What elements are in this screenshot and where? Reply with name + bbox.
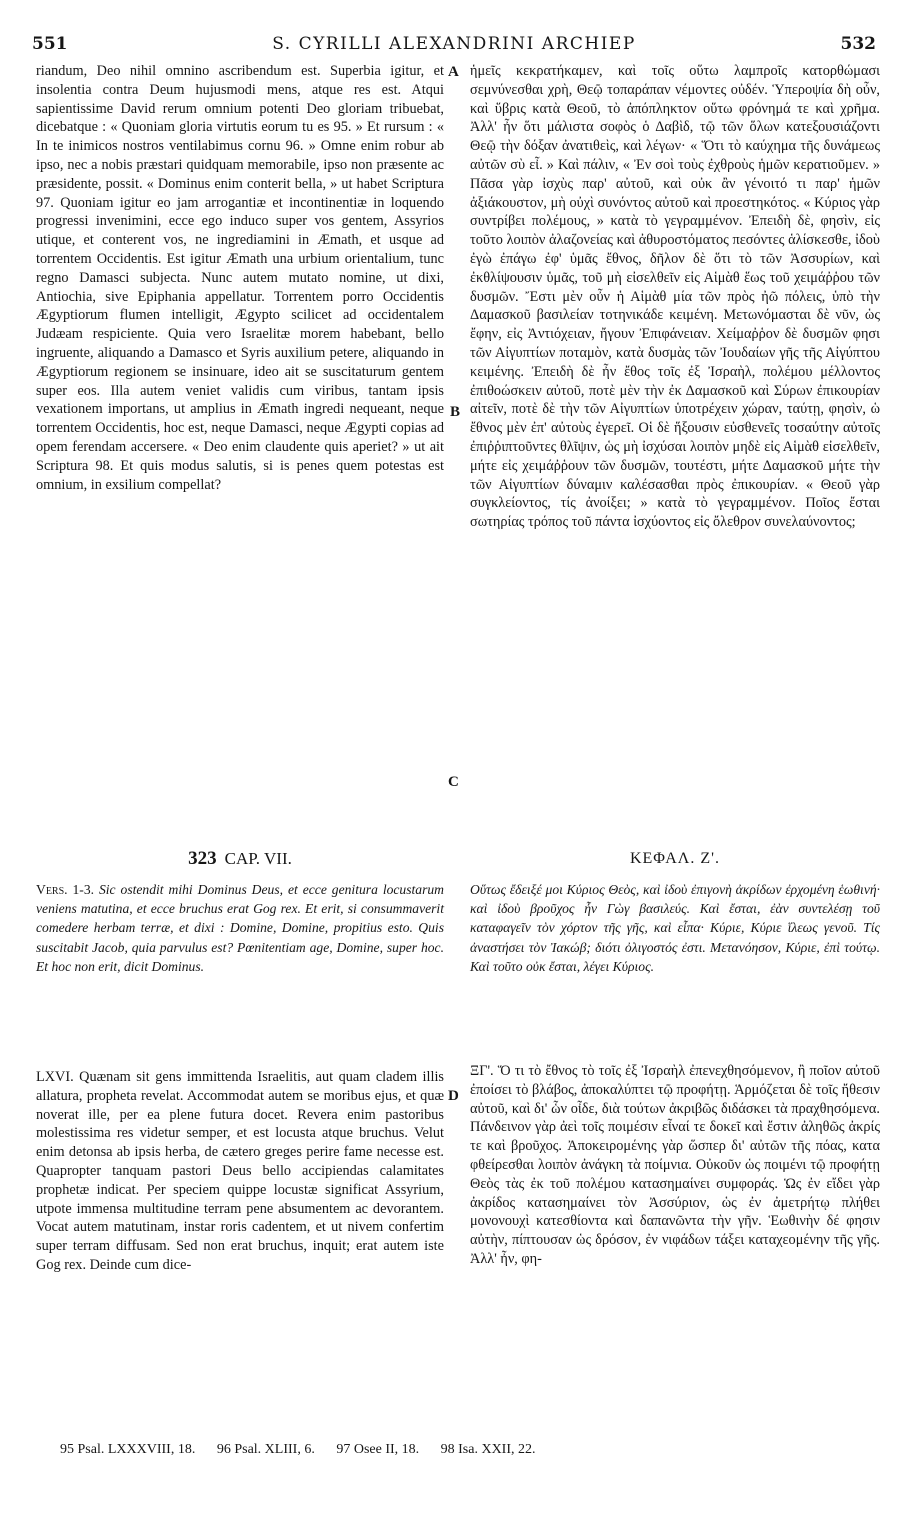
running-title: S. CYRILLI ALEXANDRINI ARCHIEP <box>272 34 636 54</box>
section-marker-c: C <box>448 774 459 790</box>
latin-verse-block <box>36 880 444 1046</box>
latin-chapter-heading <box>36 848 444 870</box>
greek-commentary-upper <box>470 62 880 832</box>
greek-commentary-lower <box>470 1062 880 1440</box>
verse-reference: Vers. 1-3. <box>36 882 95 897</box>
footnote-97: 97 Osee II, 18. <box>336 1442 420 1457</box>
greek-paragraph: ἡμεῖς κεκρατήκαμεν, καὶ τοῖς οὕτω λαμπροῖς κατορθώμασι σεμνύνεσθαι χρὴ, Θεῷ τοπαράπαν νέμοντες οὐδέν. Ὑπεροψία δὴ οὖν, καὶ ὕβρις κατὰ Θεοῦ, τὸ ἀπόπληκτον οὕτω φρόνημά τε καὶ χρῆμα. Ἀλλ' ἦν ὅτι μάλιστα σοφὸς ὁ Δαβὶδ, τῷ τῶν ὅλων κατεξουσιάζοντι Θεῷ τὴν δόξαν ἀνατιθεὶς, καὶ λέγων· « Ὅτι τὸ καύχημα τῆς δυνάμεως αὐτῶν σὺ εἶ. » Καὶ πάλιν, « Ἐν σοὶ τοὺς ἐχθροὺς ἡμῶν κερατιοῦμεν. » Πᾶσα γὰρ ἰσχὺς παρ' αὐτοῦ, καὶ οὐκ ἂν γένοιτό τι παρ' ἡμῶν ἀξιάκουστον, μὴ οὐχὶ συνόντος αὐτοῦ καὶ προεστηκότος. « Κύριος γὰρ συντρίβει πολέμους, » κατὰ τὸ γεγραμμένον. Ἐπειδὴ δὲ, φησὶν, εἰς τοῦτο λοιπὸν ἀλαζονείας καὶ ἀθυροστόματος πεσόντες ἁλίσκεσθε, ἰδοὺ ἐγὼ ἐπάγω ἐφ' ὑμᾶς ἔθνος, δῆλον δὲ ὅτι τὸ τῶν Ἀσσυρίων, καὶ ἐκθλίψουσιν ὑμᾶς, τοῦ μὴ εἰσελθεῖν εἰς Αἱμὰθ ἕως τοῦ χειμάῤῥου τῶν δυσμῶν. Ἔστι μὲν οὖν ἡ Αἱμὰθ μία τῶν πρὸς ἠῶ πόλεις, ὑπὸ τὴν Δαμασκοῦ βασιλείαν τοτηνικάδε κειμένη. Μετωνόμασται δὲ νῦν, ὡς ἔφην, εἰς Ἀντιόχειαν, ἤγουν Ἐπιφάνειαν. Χείμαῤῥον δὲ δυσμῶν φησι τῶν Αἰγυπτίων ποταμὸν, κατὰ δυσμὰς τῶν Ἰουδαίων γῆς τῆς Αἰγύπτου κειμένης. Ἐπειδὴ δὲ ἦν ἔθος τοῖς ἐξ Ἰσραὴλ, πολέμου μέλλοντος ἐπιθοώσκειν αὐτοῦ, ποτὲ μὲν τὴν ἐκ Δαμασκοῦ καὶ Σύρων ἐπικουρίαν αἰτεῖν, ποτὲ δὲ τὴν τῶν Αἰγυπτίων ὑποτρέχειν χώραν, ταύτῃ, φησὶν, ὡ ἔθνος μὲν ἐπ' αὐτοὺς ἐγερεῖ. Οἱ δὲ ἥξουσιν εὐσθενεῖς τοσαύτην αὐτοῖς ἐπιῤῥιπτοῦντες θλῖψιν, ὡς μὴ ἰσχύσαι λοιπὸν μηδὲ εἰς Αἱμὰθ εἰσελθεῖν, μήτε εἰς χειμάῤῥουν τῶν δυσμῶν, τουτέστι, μήτε Δαμασκοῦ μήτε τὴν τῶν Αἰγυπτίων δύναμιν καλέσασθαι πρὸς ἐπικουρίαν. « Θεοῦ γὰρ συγκλείοντος, τίς ἀνοίξει; » κατὰ τὸ γεγραμμένον. Ποῖος ἔσται σωτηρίας τρόπος τοῦ πάντα ἰσχύοντος εἰς ὄλεθρον συνελαύνοντος; <box>470 63 880 531</box>
footnote-95: 95 Psal. LXXXVIII, 18. <box>60 1442 196 1457</box>
page-number-left: 551 <box>32 34 68 54</box>
latin-verse <box>36 880 444 976</box>
greek-paragraph-xg: ΞΓ'. Ὅ τι τὸ ἔθνος τὸ τοῖς ἐξ Ἰσραὴλ ἐπενεχθησόμενον, ἢ ποῖον αὐτοῦ ἐποίσει τὸ βλάβος, ἀποκαλύπτει τῷ προφήτῃ. Ἁρμόζεται δὲ τοῖς ἤθεσιν αὐτοῦ, καὶ δι' ὧν οἶδε, διὰ τούτων ἀκριβῶς διδάσκει τὰ πραχθησόμενα. Πάνδεινον γὰρ ἀεὶ τοῖς ποιμέσιν εἶναί τε δοκεῖ καὶ ἔστιν ἀληθῶς ἀκρίς τε καὶ βροῦχος. Ἀποκειρομένης γὰρ ὥσπερ δι' αὐτῶν τῆς πόας, κατα φθείρεσθαι λοιπὸν ἀνάγκη τὰ ποίμνια. Οὐκοῦν ὡς ποιμένι τῷ προφήτῃ Θεὸς τὰς ἐκ τοῦ πολέμου κατασημαίνει συμφοράς. Ὡς ἐν εἴδει γὰρ ἀκρίδος κατασημαίνει τὸν Ἀσσύριον, ὡς ἐν ἀμετρήτῳ πλήθει μονονουχὶ κατεσθίοντα καὶ δαπανῶντα τὴν γῆν. Ἑωθινὴν δέ φησιν αὐτὴν, πίπτουσαν ὡς δρόσον, ἐν νιφάδων τάξει καταχεομένην τῆς γῆς. Ἀλλ' ἦν, φη- <box>470 1063 880 1267</box>
latin-paragraph: riandum, Deo nihil omnino ascribendum est. Superbia igitur, et insolentia contra Deum hujusmodi mens, atque res est. Atqui sapientissime David rerum omnium potenti Deo gloriam tribuebat, dicebatque : « Quoniam gloria virtutis eorum tu es 95. » Et rursum : « In te inimicos nostros ventilabimus cornu 96. » Omne enim robur ab ipso, nec a nobis præstari quidquam memorabile, ipso non præsente ac præsidente, possit. « Dominus enim conterit bella, » ut habet Scriptura 97. Quoniam igitur eo jam arrogantiæ et incontinentiæ in loquendo progressi invenimini, ecce ego induco super vos gentem, Assyrios utique, et conterent vos, ne ingrediamini in Æmath, et usque ad torrentem Occidentis. Est igitur Æmath una urbium orientalium, tunc regno Damasci subjecta. Nunc autem mutato nomine, ut dixi, Antiochia, sive Epiphania appellatur. Torrentem porro Occidentis Ægyptiorum flumen intelligit, Ægypto scilicet ad occidentalem Judæam respiciente. Quia vero Israelitæ morem habebant, bello ingruente, aliquando a Damasco et Syris auxilium petere, aliquando in Ægyptiorum regionem se insinuare, ideo ait se suscitaturum gentem super eos. Illa autem veniet validis cum viribus, tantam ipsis vexationem importans, ut amplius in Æmath ingredi nequeant, neque torrentem Occidentis, hoc est, neque Damasci, neque Ægypti copias ad opem ferendam accersere. « Deo enim claudente quis aperiet? » ut ait Scriptura 98. Et quis modus salutis, si is penes quem potestas est omnium, in exsilium compellat? <box>36 63 444 493</box>
greek-verse-block <box>470 880 880 1050</box>
section-marker-a: A <box>448 64 459 80</box>
chapter-title-latin: CAP. VII. <box>224 849 292 868</box>
section-marker-d: D <box>448 1088 459 1104</box>
section-marker-b: B <box>450 404 461 420</box>
latin-paragraph-lxvi: LXVI. Quænam sit gens immittenda Israelitis, aut quam cladem illis allatura, propheta revelat. Accommodat autem se moribus ejus, et quæ noverat ille, per ea plene futura docet. Revera enim pastoribus molestissima res videtur semper, et est locusta atque bruchus. Velut enim detonsa ab ipsis herba, de cætero greges perire fame necesse est. Quapropter tanquam pastori Deus bello accipiendas calamitates prophetæ indicat. Per speciem quippe locustæ significat Assyrium, utpote immensa multitudine terram pene absumentem ac devorantem. Vocat autem matutinam, instar roris cadentem, et ut nivem confertim super terram diffusam. Sed non erat bruchus, inquit; erat autem iste Gog rex. Deinde cum dice- <box>36 1069 444 1273</box>
footnote-96: 96 Psal. XLIII, 6. <box>216 1442 315 1457</box>
latin-commentary-lower <box>36 1068 444 1440</box>
footnote-98: 98 Isa. XXII, 22. <box>440 1442 536 1457</box>
page-header <box>32 34 876 60</box>
greek-verse-text: Οὕτως ἔδειξέ μοι Κύριος Θεὸς, καὶ ἰδοὺ ἐπιγονὴ ἀκρίδων ἐρχομένη ἑωθινή· καὶ ἰδοὺ βροῦχος ἦν Γὼγ βασιλεύς. Καὶ ἔσται, ἐὰν συντελέσῃ τοῦ καταφαγεῖν τὸν χόρτον τῆς γῆς, καὶ εἶπα· Κύριε, Κύριε ἵλεως γενοῦ. Τίς ἀναστήσει τὸν Ἰακώβ; διότι ὀλιγοστός ἐστι. Μετανόησον, Κύριε, ἐπὶ τούτῳ. Καὶ τοῦτο οὐκ ἔσται, λέγει Κύριος. <box>470 882 880 974</box>
chapter-number: 323 <box>188 848 217 869</box>
latin-verse-text: Sic ostendit mihi Dominus Deus, et ecce genitura locustarum veniens matutina, et ecce bruchus erat Gog rex. Et erit, si consummaverit comedere herbam terræ, et dixi : Domine, Domine, propitius esto. Quis suscitabit Jacob, quia parvulus est? Pœnitentiam age, Domine, super hoc. Et hoc non erit, dicit Dominus. <box>36 882 444 974</box>
greek-chapter-heading: ΚΕΦΑΛ. Ζ'. <box>629 850 721 867</box>
footnotes <box>60 1442 860 1458</box>
page-number-right: 532 <box>840 34 876 54</box>
latin-commentary-upper <box>36 62 444 760</box>
